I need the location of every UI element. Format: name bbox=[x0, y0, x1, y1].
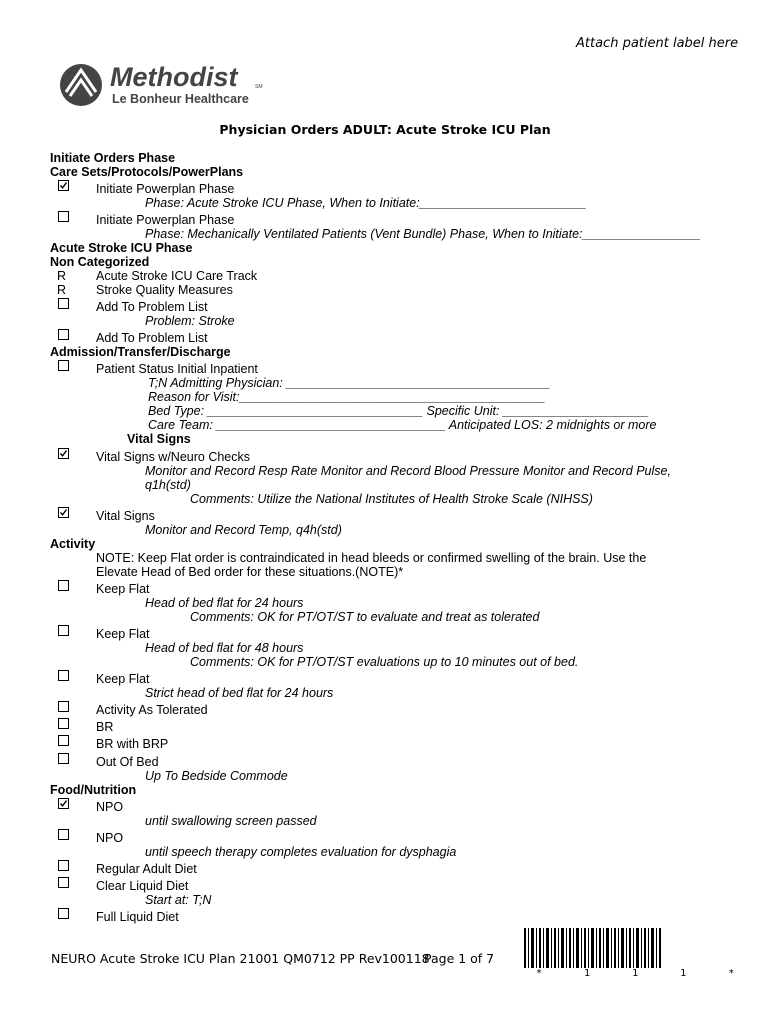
order-checkbox[interactable] bbox=[58, 625, 69, 636]
note-text: NOTE: Keep Flat order is contraindicated in head bleeds or confirmed swelling of the brain. Use the bbox=[96, 551, 647, 565]
section-heading: Food/Nutrition bbox=[50, 783, 137, 797]
logo-emblem-icon bbox=[58, 62, 104, 108]
logo-sub-text: Le Bonheur Healthcare bbox=[112, 92, 249, 106]
order-item: BR with BRP bbox=[96, 737, 169, 751]
order-checkbox[interactable] bbox=[58, 360, 69, 371]
order-item: Initiate Powerplan Phase bbox=[96, 182, 235, 196]
order-checkbox[interactable] bbox=[58, 753, 69, 764]
page-title: Physician Orders ADULT: Acute Stroke ICU Plan bbox=[219, 122, 551, 137]
section-heading: Acute Stroke ICU Phase bbox=[50, 241, 193, 255]
order-item: Add To Problem List bbox=[96, 331, 208, 345]
order-item: Stroke Quality Measures bbox=[96, 283, 233, 297]
required-marker: R bbox=[57, 283, 67, 297]
page-number: Page 1 of 7 bbox=[424, 951, 495, 966]
order-detail: Up To Bedside Commode bbox=[145, 769, 288, 783]
barcode-text: * 1 1 1 * bbox=[536, 968, 745, 979]
order-checkbox[interactable] bbox=[58, 670, 69, 681]
note-text: Elevate Head of Bed order for these situations.(NOTE)* bbox=[96, 565, 404, 579]
order-checkbox[interactable] bbox=[58, 735, 69, 746]
logo-main-text: Methodist bbox=[110, 62, 238, 92]
order-checkbox[interactable] bbox=[58, 329, 69, 340]
order-item: Out Of Bed bbox=[96, 755, 159, 769]
order-checkbox[interactable] bbox=[58, 701, 69, 712]
order-detail: Phase: Acute Stroke ICU Phase, When to Initiate:________________________ bbox=[145, 196, 587, 210]
order-detail: Start at: T;N bbox=[145, 893, 212, 907]
order-checkbox[interactable] bbox=[58, 860, 69, 871]
order-item: Keep Flat bbox=[96, 627, 150, 641]
order-detail: until swallowing screen passed bbox=[145, 814, 317, 828]
order-detail: Problem: Stroke bbox=[145, 314, 235, 328]
order-checkbox[interactable] bbox=[58, 908, 69, 919]
order-checkbox[interactable] bbox=[58, 580, 69, 591]
order-comment: Comments: OK for PT/OT/ST to evaluate and treat as tolerated bbox=[190, 610, 540, 624]
barcode bbox=[522, 928, 745, 980]
required-marker: R bbox=[57, 269, 67, 283]
order-item: Vital Signs w/Neuro Checks bbox=[96, 450, 251, 464]
order-item: Activity As Tolerated bbox=[96, 703, 208, 717]
order-item: Keep Flat bbox=[96, 672, 150, 686]
order-checkbox-checked[interactable] bbox=[58, 448, 69, 459]
order-comment: Comments: Utilize the National Institutes of Health Stroke Scale (NIHSS) bbox=[190, 492, 593, 506]
order-item: Full Liquid Diet bbox=[96, 910, 179, 924]
order-detail: Monitor and Record Resp Rate Monitor and Record Blood Pressure Monitor and Record Pulse, bbox=[145, 464, 671, 478]
order-item: BR bbox=[96, 720, 114, 734]
order-item: Patient Status Initial Inpatient bbox=[96, 362, 258, 376]
order-detail: Strict head of bed flat for 24 hours bbox=[145, 686, 334, 700]
footer-doc-id: NEURO Acute Stroke ICU Plan 21001 QM0712 PP Rev100118 bbox=[51, 951, 430, 966]
order-comment: Comments: OK for PT/OT/ST evaluations up to 10 minutes out of bed. bbox=[190, 655, 579, 669]
order-item: Add To Problem List bbox=[96, 300, 208, 314]
logo-sm-mark: SM bbox=[255, 84, 263, 90]
order-item: NPO bbox=[96, 800, 124, 814]
section-heading: Non Categorized bbox=[50, 255, 150, 269]
order-detail: until speech therapy completes evaluation for dysphagia bbox=[145, 845, 457, 859]
order-checkbox[interactable] bbox=[58, 298, 69, 309]
order-detail: q1h(std) bbox=[145, 478, 191, 492]
order-item: Clear Liquid Diet bbox=[96, 879, 189, 893]
order-detail: Care Team: _________________________________ Anticipated LOS: 2 midnights or more bbox=[148, 418, 657, 432]
section-heading: Activity bbox=[50, 537, 96, 551]
barcode-icon bbox=[522, 928, 662, 968]
section-heading: Initiate Orders Phase bbox=[50, 151, 176, 165]
order-checkbox[interactable] bbox=[58, 718, 69, 729]
order-checkbox[interactable] bbox=[58, 829, 69, 840]
order-detail: Monitor and Record Temp, q4h(std) bbox=[145, 523, 342, 537]
order-detail: T;N Admitting Physician: ______________________________________ bbox=[148, 376, 551, 390]
order-checkbox[interactable] bbox=[58, 877, 69, 888]
order-detail: Phase: Mechanically Ventilated Patients (Vent Bundle) Phase, When to Initiate:_________________ bbox=[145, 227, 701, 241]
order-checkbox-checked[interactable] bbox=[58, 798, 69, 809]
order-checkbox[interactable] bbox=[58, 211, 69, 222]
section-heading: Admission/Transfer/Discharge bbox=[50, 345, 231, 359]
patient-label-note: Attach patient label here bbox=[576, 36, 739, 51]
order-checkbox-checked[interactable] bbox=[58, 180, 69, 191]
order-detail: Head of bed flat for 48 hours bbox=[145, 641, 304, 655]
section-heading: Care Sets/Protocols/PowerPlans bbox=[50, 165, 244, 179]
order-item: Keep Flat bbox=[96, 582, 150, 596]
order-item: Vital Signs bbox=[96, 509, 155, 523]
order-detail: Head of bed flat for 24 hours bbox=[145, 596, 304, 610]
order-item: Initiate Powerplan Phase bbox=[96, 213, 235, 227]
subsection-heading: Vital Signs bbox=[127, 432, 191, 446]
order-detail: Bed Type: _______________________________ Specific Unit: _____________________ bbox=[148, 404, 649, 418]
order-item: Regular Adult Diet bbox=[96, 862, 197, 876]
order-checkbox-checked[interactable] bbox=[58, 507, 69, 518]
order-detail: Reason for Visit:____________________________________________ bbox=[148, 390, 546, 404]
logo bbox=[58, 62, 268, 108]
order-item: NPO bbox=[96, 831, 124, 845]
order-item: Acute Stroke ICU Care Track bbox=[96, 269, 258, 283]
